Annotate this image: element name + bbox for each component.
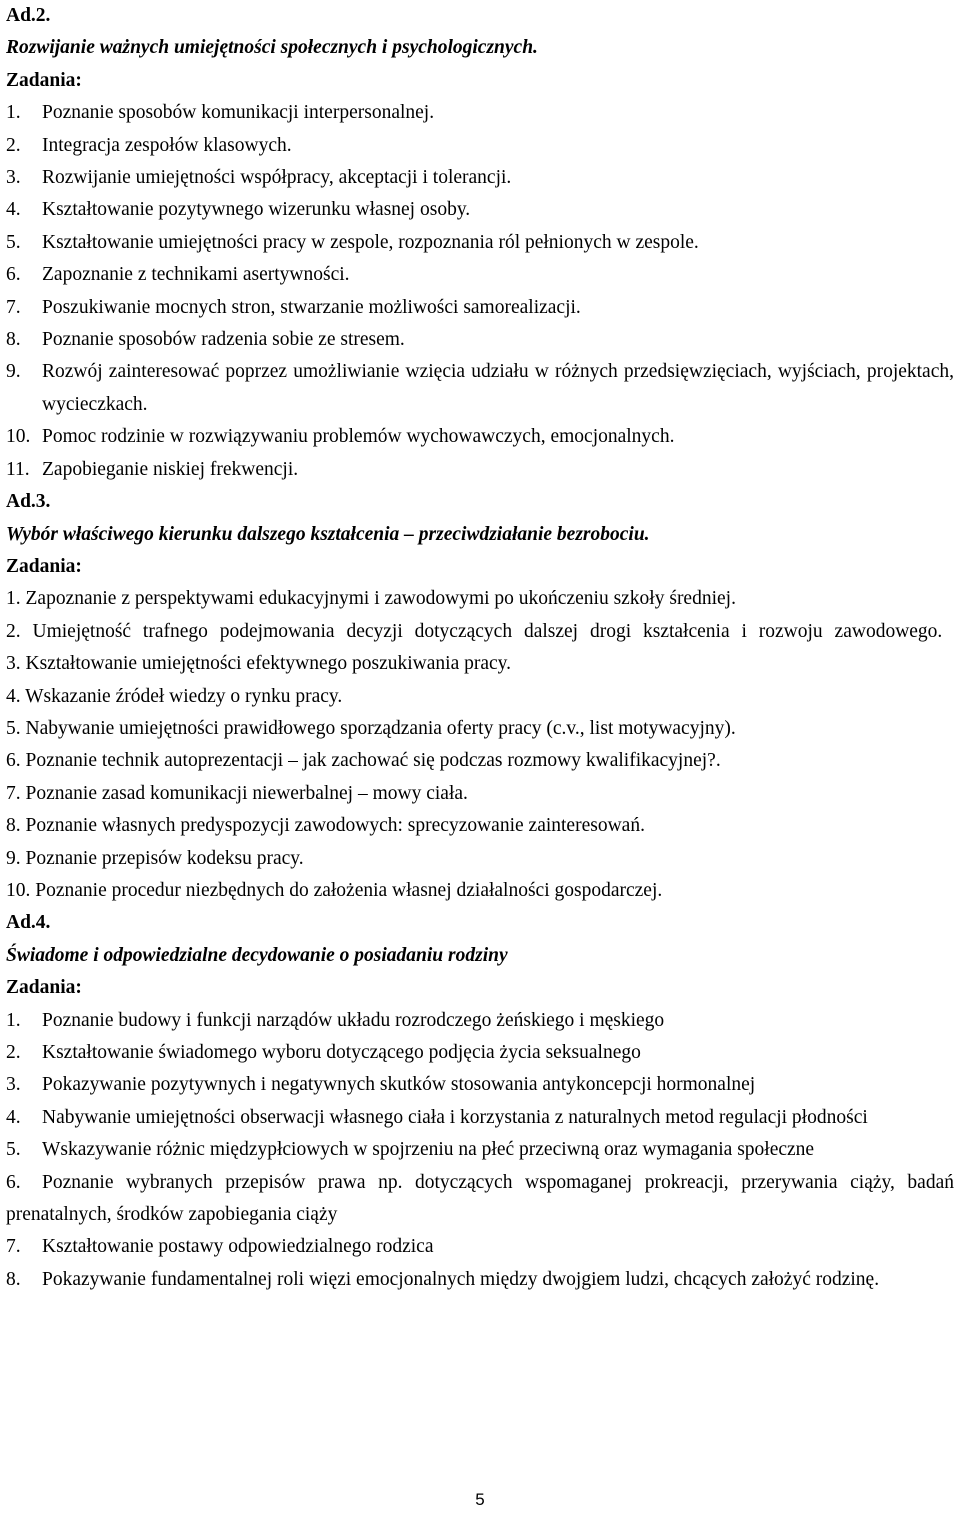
section-title: Świadome i odpowiedzialne decydowanie o posiadaniu rodziny: [6, 944, 508, 966]
item-text: Wskazanie źródeł wiedzy o rynku pracy.: [25, 685, 343, 707]
item-text: Poznanie procedur niezbędnych do założenia własnej działalności gospodarczej.: [35, 879, 663, 901]
list-item: [6, 130, 954, 162]
section-title: Wybór właściwego kierunku dalszego kształcenia – przeciwdziałanie bezrobociu.: [6, 523, 650, 545]
item-text: Poznanie zasad komunikacji niewerbalnej – mowy ciała.: [25, 782, 468, 804]
item-text: Rozwijanie umiejętności współpracy, akceptacji i tolerancji.: [42, 167, 512, 189]
list-item: [6, 1134, 954, 1166]
list-item: [6, 713, 954, 745]
list-item: [6, 162, 954, 194]
item-number: 3.: [6, 1074, 21, 1096]
list-item: [6, 1037, 954, 1069]
list-item: [6, 616, 954, 648]
list-item: [6, 356, 954, 421]
item-text: Poznanie wybranych przepisów prawa np. dotyczących wspomaganej prokreacji, przerywania ciąży, badań prenatalnych, środków zapobiegania ciąży: [6, 1171, 954, 1226]
item-number: 1.: [6, 588, 21, 610]
item-number: 1.: [6, 102, 21, 124]
list-item: [6, 1167, 954, 1232]
item-number: 5.: [6, 1139, 21, 1161]
item-number: 6.: [6, 1171, 21, 1193]
section-ad2: [6, 0, 954, 486]
item-number: 2.: [6, 134, 21, 156]
section-title: Rozwijanie ważnych umiejętności społecznych i psychologicznych.: [6, 37, 538, 59]
item-number: 4.: [6, 685, 21, 707]
list-item: [6, 421, 954, 453]
list-item: [6, 97, 954, 129]
list-item: [6, 292, 954, 324]
item-text: Zapoznanie z technikami asertywności.: [42, 264, 350, 286]
item-number: 4.: [6, 199, 21, 221]
list-item: [6, 324, 954, 356]
item-text: Rozwój zainteresować poprzez umożliwianie wzięcia udziału w różnych przedsięwzięciach, wyjściach, projektach, wycieczkach.: [42, 361, 954, 415]
tasks-label: Zadania:: [6, 69, 82, 91]
item-text: Poznanie technik autoprezentacji – jak zachować się podczas rozmowy kwalifikacyjnej?.: [25, 750, 721, 772]
list-item: [6, 259, 954, 291]
tasks-label: Zadania:: [6, 977, 82, 999]
item-number: 2.: [6, 620, 21, 642]
list-item: [6, 194, 954, 226]
item-number: 3.: [6, 167, 21, 189]
item-number: 8.: [6, 815, 21, 837]
task-list: [6, 583, 954, 907]
document-page: [6, 0, 954, 1296]
item-number: 10.: [6, 879, 31, 901]
item-text: Kształtowanie postawy odpowiedzialnego rodzica: [42, 1236, 434, 1258]
list-item: [6, 454, 954, 486]
item-number: 3.: [6, 653, 21, 675]
list-item: [6, 681, 954, 713]
section-ad4: [6, 907, 954, 1296]
item-text: Kształtowanie pozytywnego wizerunku własnej osoby.: [42, 199, 471, 221]
item-text: Wskazywanie różnic międzypłciowych w spojrzeniu na płeć przeciwną oraz wymagania społeczne: [42, 1139, 815, 1161]
item-number: 11.: [6, 458, 30, 480]
list-item: [6, 1231, 954, 1263]
item-number: 6.: [6, 750, 21, 772]
item-number: 10.: [6, 426, 31, 448]
item-number: 6.: [6, 264, 21, 286]
item-text: Integracja zespołów klasowych.: [42, 134, 292, 156]
tasks-label: Zadania:: [6, 555, 82, 577]
list-item: [6, 1005, 954, 1037]
list-item: [6, 583, 954, 615]
item-text: Zapobieganie niskiej frekwencji.: [42, 458, 299, 480]
item-number: 5.: [6, 717, 21, 739]
section-ad3: [6, 486, 954, 907]
item-text: Umiejętność trafnego podejmowania decyzji dotyczących dalszej drogi kształcenia i rozwoju zawodowego.: [32, 620, 943, 642]
item-number: 2.: [6, 1042, 21, 1063]
list-item: [6, 843, 954, 875]
list-item: [6, 810, 954, 842]
item-number: 7.: [6, 296, 21, 318]
section-number: Ad.4.: [6, 912, 51, 934]
page-number: 5: [475, 1490, 485, 1509]
item-text: Kształtowanie umiejętności efektywnego poszukiwania pracy.: [25, 653, 512, 675]
list-item: [6, 227, 954, 259]
item-text: Poznanie własnych predyspozycji zawodowych: sprecyzowanie zainteresowań.: [25, 815, 645, 837]
item-text: Poznanie sposobów radzenia sobie ze stresem.: [42, 329, 405, 351]
item-text: Nabywanie umiejętności obserwacji własnego ciała i korzystania z naturalnych metod regulacji płodności: [42, 1106, 868, 1128]
task-list: [6, 1005, 954, 1297]
item-text: Pokazywanie fundamentalnej roli więzi emocjonalnych między dwojgiem ludzi, chcących założyć rodzinę.: [42, 1268, 880, 1290]
item-number: 4.: [6, 1106, 21, 1128]
section-number: Ad.3.: [6, 491, 51, 513]
item-text: Poznanie sposobów komunikacji interpersonalnej.: [42, 102, 435, 124]
section-number: Ad.2.: [6, 5, 51, 26]
task-list: [6, 97, 954, 486]
item-number: 1.: [6, 1009, 21, 1031]
item-text: Kształtowanie umiejętności pracy w zespole, rozpoznania ról pełnionych w zespole.: [42, 231, 699, 253]
list-item: [6, 745, 954, 777]
list-item: [6, 648, 954, 680]
item-number: 8.: [6, 329, 21, 351]
item-text: Kształtowanie świadomego wyboru dotyczącego podjęcia życia seksualnego: [42, 1042, 641, 1063]
item-number: 8.: [6, 1268, 21, 1290]
list-item: [6, 1102, 954, 1134]
item-text: Poznanie przepisów kodeksu pracy.: [25, 847, 304, 869]
item-text: Zapoznanie z perspektywami edukacyjnymi i zawodowymi po ukończeniu szkoły średniej.: [25, 588, 736, 610]
list-item: [6, 778, 954, 810]
item-number: 5.: [6, 231, 21, 253]
list-item: [6, 875, 954, 907]
item-text: Pomoc rodzinie w rozwiązywaniu problemów wychowawczych, emocjonalnych.: [42, 426, 675, 448]
item-text: Poznanie budowy i funkcji narządów układu rozrodczego żeńskiego i męskiego: [42, 1009, 665, 1031]
item-text: Nabywanie umiejętności prawidłowego sporządzania oferty pracy (c.v., list motywacyjny).: [25, 717, 736, 739]
item-text: Poszukiwanie mocnych stron, stwarzanie możliwości samorealizacji.: [42, 296, 581, 318]
list-item: [6, 1264, 954, 1296]
list-item: [6, 1069, 954, 1101]
item-number: 7.: [6, 1236, 21, 1258]
item-number: 9.: [6, 361, 21, 383]
item-text: Pokazywanie pozytywnych i negatywnych skutków stosowania antykoncepcji hormonalnej: [42, 1074, 756, 1096]
item-number: 7.: [6, 782, 21, 804]
item-number: 9.: [6, 847, 21, 869]
